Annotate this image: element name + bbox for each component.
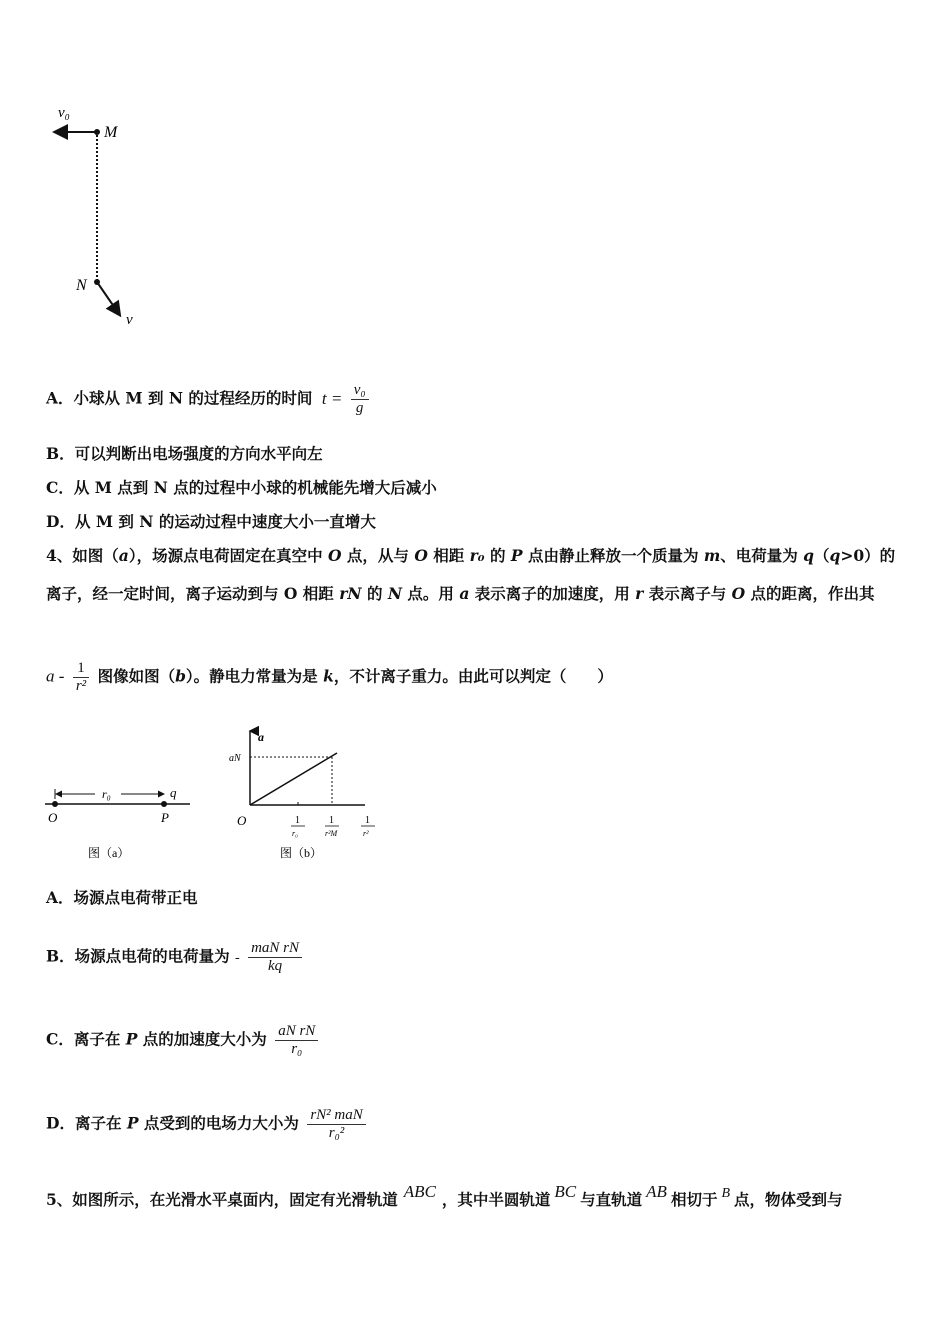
force-fraction: $\frac{\text{rN² maN}}{\text{r₀²}}$: [307, 1107, 365, 1142]
point-p: [161, 801, 167, 807]
q3-option-b: B．可以判断出电场强度的方向水平向左: [46, 444, 323, 463]
figure-a: [40, 780, 200, 865]
q4-option-d: D．离子在 P 点受到的电场力大小为 $\frac{\text{rN² maN}}{\text{r₀²}}$: [46, 1107, 369, 1142]
v-label: v: [126, 312, 133, 328]
q-label: q: [170, 785, 177, 800]
q3-option-c: C．从 M 点到 N 点的过程中小球的机械能先增大后减小: [46, 478, 437, 497]
point-o: [52, 801, 58, 807]
tick3-num: 1: [365, 815, 370, 826]
q4-stem-line2: 离子，经一定时间，离子运动到与 O 相距 rN 的 N 点。用 a 表示离子的加速度，用 r 表示离子与 O 点的距离，作出其: [46, 584, 875, 603]
q3-option-d: D．从 M 到 N 的运动过程中速度大小一直增大: [46, 512, 376, 531]
mn-figure: [40, 95, 160, 335]
a-label: a -: [46, 666, 65, 686]
caption-a: 图（a）: [88, 846, 130, 860]
one-over-r2-fraction: $\frac{1}{\text{r²}}$: [73, 660, 89, 695]
a-axis-label: a: [258, 730, 264, 744]
p-label: P: [161, 810, 169, 825]
t-equals: t =: [321, 388, 343, 408]
point-m: [94, 129, 100, 135]
an-label: aN: [229, 753, 241, 764]
charge-fraction: $\frac{\text{maN rN}}{kq}$: [248, 940, 302, 975]
v0-label: v₀: [58, 105, 70, 121]
tick3-den: r²: [363, 829, 369, 838]
caption-b: 图（b）: [280, 846, 323, 860]
v0-over-g-fraction: $\frac{\text{v₀}}{g}$: [351, 382, 369, 417]
o-label: O: [48, 810, 58, 825]
q4-stem-line1: 4、如图（a），场源点电荷固定在真空中 O 点，从与 O 相距 r₀ 的 P 点由静止释放一个质量为 m、电荷量为 q（q>0）的: [46, 546, 896, 565]
q4-option-b: B．场源点电荷的电荷量为 - $\frac{\text{maN rN}}{kq}$: [46, 940, 305, 975]
n-label: N: [76, 277, 87, 294]
tick1-num: 1: [295, 815, 300, 826]
q4-stem-line3: a - $\frac{1}{\text{r²}}$ 图像如图（b）。静电力常量为是 k，不计离子重力。由此可以判定（ ）: [46, 660, 613, 694]
origin-label: O: [237, 813, 247, 828]
tick2-den: r²M: [325, 829, 338, 838]
tick1-den: r₀: [292, 829, 298, 838]
q5-stem-line1: 5、如图所示，在光滑水平桌面内，固定有光滑轨道 ABC ，其中半圆轨道 BC 与直轨道 AB 相切于 B 点，物体受到与: [46, 1182, 843, 1209]
acceleration-fraction: $\frac{\text{aN rN}}{\text{r₀}}$: [275, 1023, 318, 1058]
r0-label: r₀: [102, 787, 111, 801]
q4-option-a: A．场源点电荷带正电: [46, 888, 198, 907]
q3-option-a: A．小球从 M 到 N 的过程经历的时间 t = $\frac{\text{v₀}}{g}$: [46, 382, 372, 417]
graph-line: [250, 753, 337, 805]
figure-b: [225, 725, 385, 865]
m-label: M: [104, 124, 118, 141]
tick2-num: 1: [329, 815, 334, 826]
v-arrow: [97, 282, 119, 314]
q4-option-c: C．离子在 P 点的加速度大小为 $\frac{\text{aN rN}}{\text{r₀}}$: [46, 1023, 321, 1058]
